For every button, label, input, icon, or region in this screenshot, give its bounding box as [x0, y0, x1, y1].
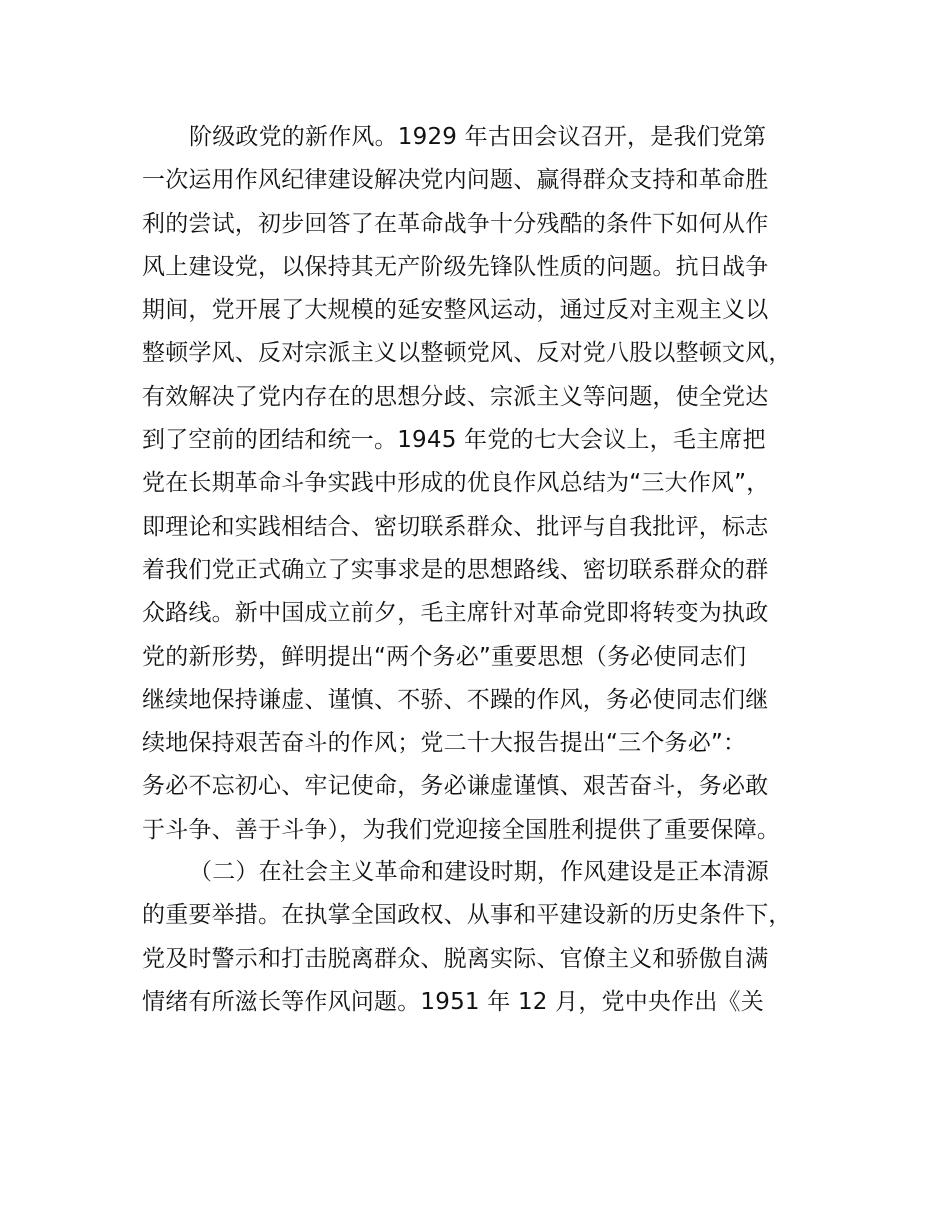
- text-line: 党的新形势，鲜明提出“两个务必”重要思想（务必使同志们: [142, 643, 747, 670]
- text-line: 一次运用作风纪律建设解决党内问题、赢得群众支持和革命胜: [142, 167, 769, 194]
- text-line: 的重要举措。在执掌全国政权、从事和平建设新的历史条件下，: [142, 902, 792, 929]
- text-line: 整顿学风、反对宗派主义以整顿党风、反对党八股以整顿文风，: [142, 340, 792, 367]
- text-line: 众路线。新中国成立前夕，毛主席针对革命党即将转变为执政: [142, 600, 769, 627]
- text-line: 期间，党开展了大规模的延安整风运动，通过反对主观主义以: [142, 297, 769, 324]
- text-line: 党在长期革命斗争实践中形成的优良作风总结为“三大作风”，: [142, 470, 770, 497]
- text-line: 务必不忘初心、牢记使命，务必谦虚谨慎、艰苦奋斗，务必敢: [142, 773, 769, 800]
- text-line: 利的尝试，初步回答了在革命战争十分残酷的条件下如何从作: [142, 210, 769, 237]
- text-line: 情绪有所滋长等作风问题。1951 年 12 月，党中央作出《关: [142, 988, 764, 1015]
- text-line: 着我们党正式确立了实事求是的思想路线、密切联系群众的群: [142, 556, 769, 583]
- text-line: 于斗争、善于斗争），为我们党迎接全国胜利提供了重要保障。: [142, 816, 781, 843]
- text-line: 党及时警示和打击脱离群众、脱离实际、官僚主义和骄傲自满: [142, 945, 769, 972]
- paragraph-1: [142, 116, 842, 852]
- text-line: 即理论和实践相结合、密切联系群众、批评与自我批评，标志: [142, 513, 769, 540]
- text-line: 风上建设党，以保持其无产阶级先锋队性质的问题。抗日战争: [142, 253, 769, 280]
- text-line: 阶级政党的新作风。1929 年古田会议召开，是我们党第: [189, 124, 767, 150]
- text-line: （二）在社会主义革命和建设时期，作风建设是正本清源: [189, 859, 769, 885]
- text-line: 有效解决了党内存在的思想分歧、宗派主义等问题，使全党达: [142, 383, 769, 410]
- text-line: 续地保持艰苦奋斗的作风；党二十大报告提出“三个务必”：: [142, 730, 747, 757]
- text-line: 继续地保持谦虚、谨慎、不骄、不躁的作风，务必使同志们继: [142, 686, 769, 713]
- paragraph-2: [142, 851, 842, 1024]
- text-line: 到了空前的团结和统一。1945 年党的七大会议上，毛主席把: [142, 427, 766, 454]
